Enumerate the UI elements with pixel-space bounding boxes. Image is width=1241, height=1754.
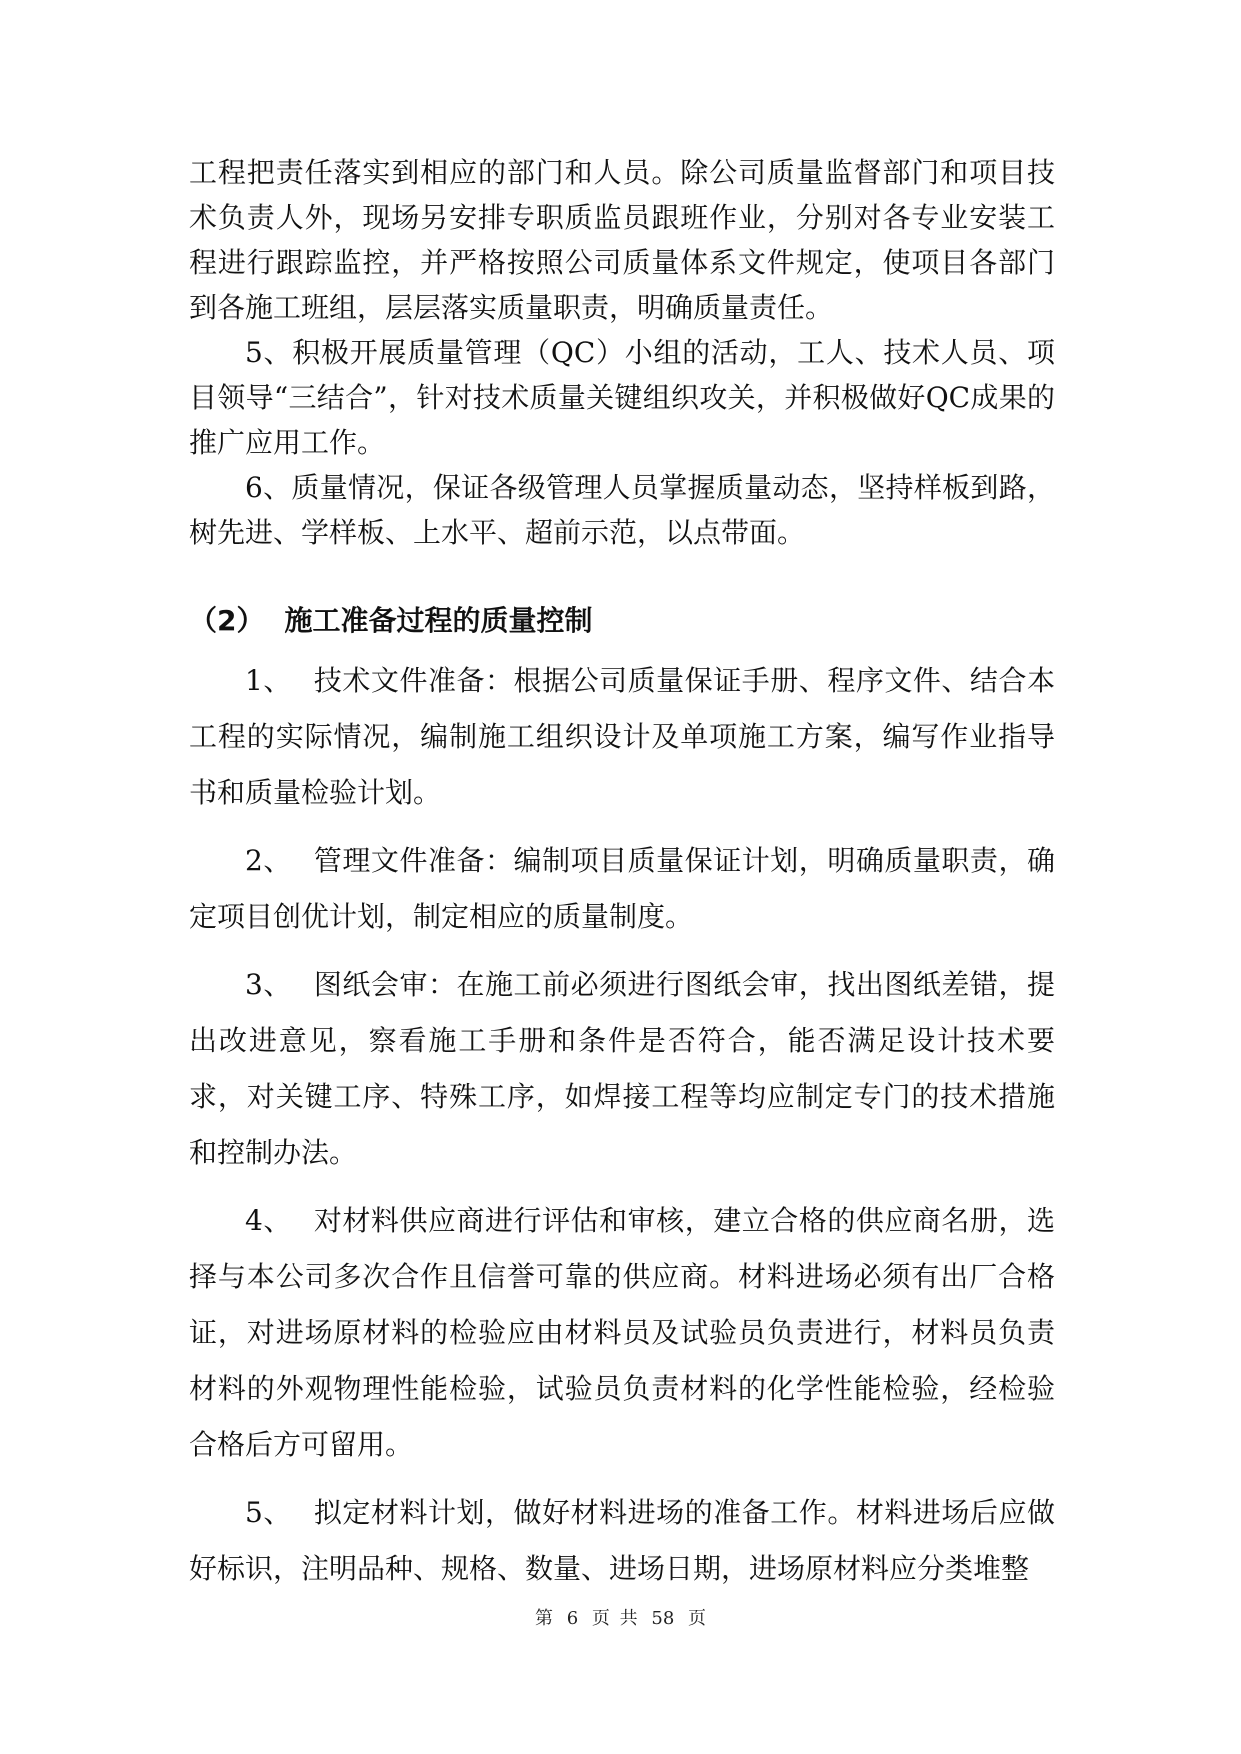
list-item-number: 5、	[245, 1496, 292, 1529]
list-item-number: 3、	[245, 968, 292, 1001]
page-footer	[0, 1604, 1241, 1630]
list-item	[189, 653, 1055, 821]
list-item-text: 对材料供应商进行评估和审核，建立合格的供应商名册，选择与本公司多次合作且信誉可靠的供应商。材料进场必须有出厂合格证，对进场原材料的检验应由材料员及试验员负责进行，材料员负责材料的外观物理性能检验，试验员负责材料的化学性能检验，经检验合格后方可留用。	[189, 1204, 1055, 1461]
paragraph-intro: 工程把责任落实到相应的部门和人员。除公司质量监督部门和项目技术负责人外，现场另安排专职质监员跟班作业，分别对各专业安装工程进行跟踪监控，并严格按照公司质量体系文件规定，使项目各部门到各施工班组，层层落实质量职责，明确质量责任。	[189, 156, 1055, 324]
footer-total-pages: 58	[651, 1608, 675, 1629]
list-item-number: 2、	[245, 844, 292, 877]
paragraph-item-6-quality: 6、质量情况，保证各级管理人员掌握质量动态，坚持样板到路，树先进、学样板、上水平、超前示范，以点带面。	[189, 471, 1055, 549]
list-item	[189, 833, 1055, 945]
list-item-text: 管理文件准备：编制项目质量保证计划，明确质量职责，确定项目创优计划，制定相应的质量制度。	[189, 844, 1055, 933]
list-item-text: 技术文件准备：根据公司质量保证手册、程序文件、结合本工程的实际情况，编制施工组织设计及单项施工方案，编写作业指导书和质量检验计划。	[189, 664, 1055, 809]
list-item-text: 拟定材料计划，做好材料进场的准备工作。材料进场后应做好标识，注明品种、规格、数量、进场日期，进场原材料应分类堆整	[189, 1496, 1055, 1585]
list-item	[189, 957, 1055, 1181]
document-body	[189, 150, 1055, 1597]
footer-prefix: 第	[534, 1608, 553, 1629]
paragraph-item-5-qc: 5、积极开展质量管理（QC）小组的活动，工人、技术人员、项目领导“三结合”，针对技术质量关键组织攻关，并积极做好QC成果的推广应用工作。	[189, 336, 1055, 459]
list-item-number: 4、	[245, 1204, 292, 1237]
section-heading-text: 施工准备过程的质量控制	[284, 604, 593, 637]
footer-suffix: 页	[688, 1608, 707, 1629]
list-item-number: 1、	[245, 664, 292, 697]
footer-page-number: 6	[566, 1608, 579, 1629]
footer-middle: 页 共	[591, 1608, 638, 1629]
section-heading-number: （2）	[189, 604, 265, 637]
list-item	[189, 1485, 1055, 1597]
list-item	[189, 1193, 1055, 1473]
list-item-text: 图纸会审：在施工前必须进行图纸会审，找出图纸差错，提出改进意见，察看施工手册和条件是否符合，能否满足设计技术要求，对关键工序、特殊工序，如焊接工程等均应制定专门的技术措施和控制办法。	[189, 968, 1055, 1169]
section-heading	[189, 593, 1055, 649]
